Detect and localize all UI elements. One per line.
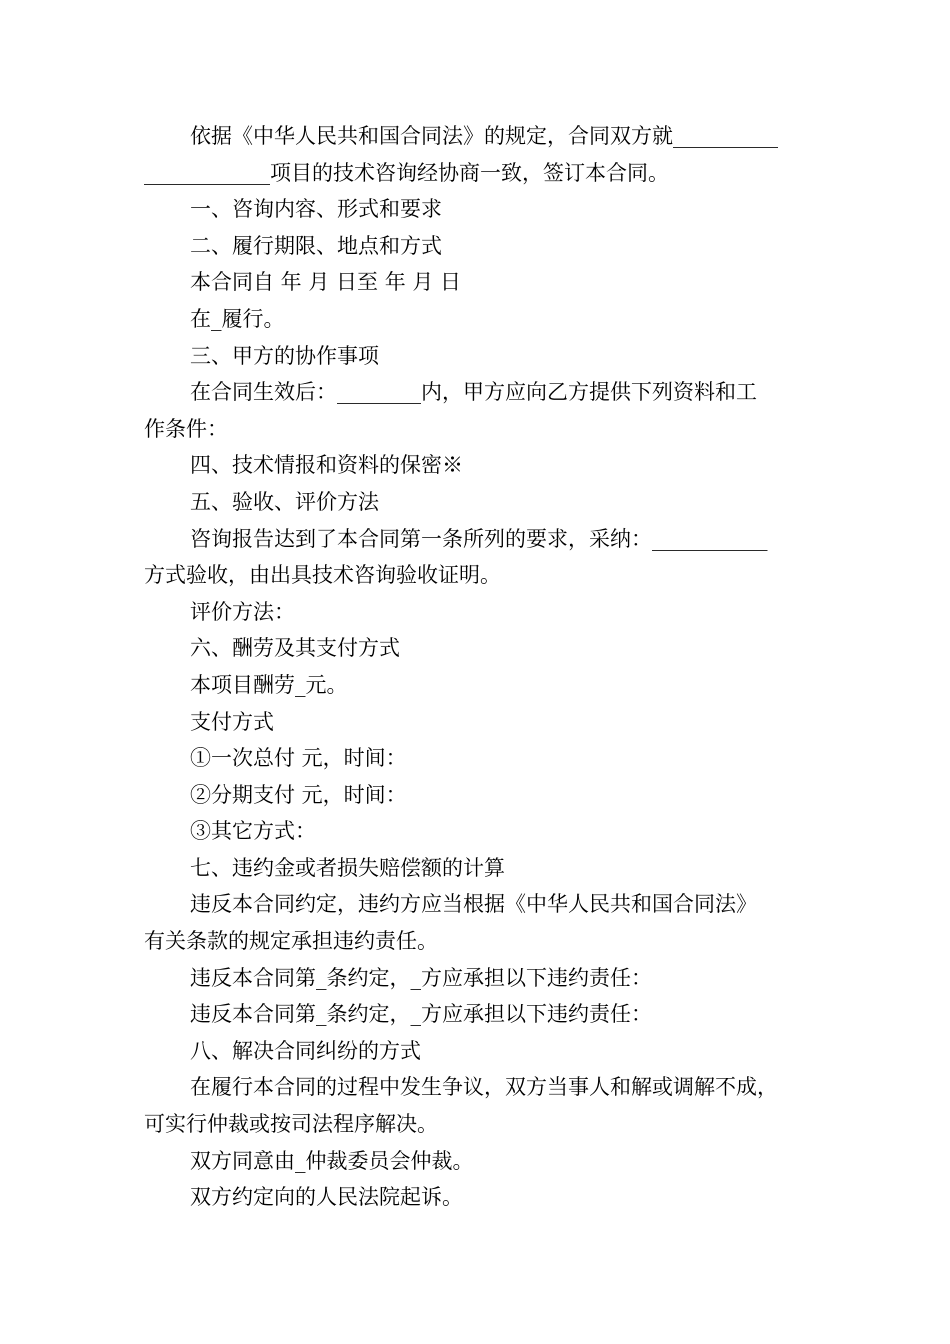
intro-line-1: 依据《中华人民共和国合同法》的规定，合同双方就__________	[190, 124, 778, 148]
payment-option-1: ①一次总付 元，时间：	[190, 746, 407, 771]
liability-clause-1: 违反本合同第_条约定，_方应承担以下违约责任：	[190, 965, 652, 990]
section-4-heading: 四、技术情报和资料的保密※	[190, 453, 463, 478]
payment-method-heading: 支付方式	[190, 709, 274, 734]
acceptance-line-1: 咨询报告达到了本合同第一条所列的要求，采纳：___________	[190, 526, 768, 551]
acceptance-line-2: 方式验收，由出具技术咨询验收证明。	[144, 563, 501, 588]
section-5-heading: 五、验收、评价方法	[190, 489, 379, 514]
dispute-line-1: 在履行本合同的过程中发生争议，双方当事人和解或调解不成，	[190, 1075, 778, 1100]
liability-clause-2: 违反本合同第_条约定，_方应承担以下违约责任：	[190, 1002, 652, 1027]
liability-line-1: 违反本合同约定，违约方应当根据《中华人民共和国合同法》	[190, 892, 757, 917]
performance-place: 在_履行。	[190, 306, 285, 331]
intro-line-2: ____________项目的技术咨询经协商一致，签订本合同。	[144, 160, 669, 185]
dispute-line-2: 可实行仲裁或按司法程序解决。	[144, 1112, 438, 1137]
contract-body	[144, 118, 824, 1216]
liability-line-2: 有关条款的规定承担违约责任。	[144, 929, 438, 954]
contract-period: 本合同自 年 月 日至 年 月 日	[190, 270, 462, 295]
cooperation-line-2: 作条件：	[144, 416, 228, 441]
evaluation-method: 评价方法：	[190, 599, 295, 624]
payment-option-3: ③其它方式：	[190, 819, 316, 844]
section-3-heading: 三、甲方的协作事项	[190, 343, 379, 368]
cooperation-line-1: 在合同生效后：________内，甲方应向乙方提供下列资料和工	[190, 380, 757, 405]
section-6-heading: 六、酬劳及其支付方式	[190, 636, 400, 661]
section-2-heading: 二、履行期限、地点和方式	[190, 233, 442, 258]
section-1-heading: 一、咨询内容、形式和要求	[190, 197, 442, 222]
section-7-heading: 七、违约金或者损失赔偿额的计算	[190, 855, 505, 880]
section-8-heading: 八、解决合同纠纷的方式	[190, 1038, 421, 1063]
payment-option-2: ②分期支付 元，时间：	[190, 782, 407, 807]
arbitration-clause: 双方同意由_仲裁委员会仲裁。	[190, 1148, 474, 1173]
court-clause: 双方约定向的人民法院起诉。	[190, 1185, 463, 1210]
remuneration-amount: 本项目酬劳_元。	[190, 672, 348, 697]
